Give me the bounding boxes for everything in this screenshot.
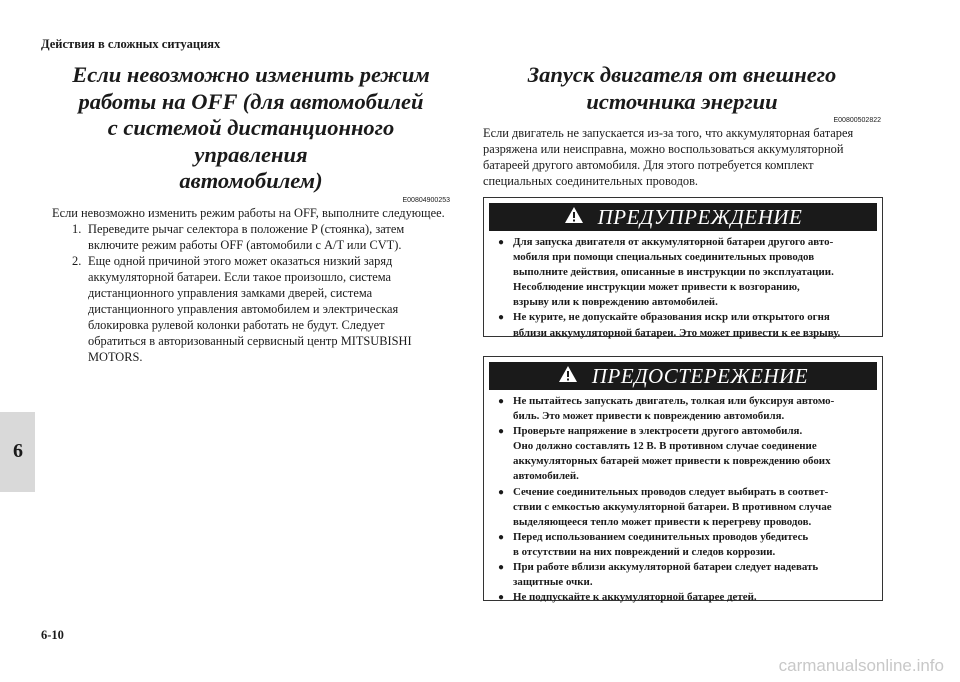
title-line: автомобилем)	[179, 168, 323, 193]
bullet-icon: ●	[498, 592, 505, 604]
item-line: защитные очки.	[513, 576, 593, 589]
item-line: в отсутствии на них повреждений и следов коррозии.	[513, 545, 776, 558]
section-title	[52, 62, 450, 195]
item-line: вблизи аккумуляторной батареи. Это может привести к ее взрыву.	[513, 326, 841, 339]
intro-paragraph	[483, 125, 881, 189]
caution-item	[491, 530, 872, 560]
section-title	[483, 62, 881, 115]
intro-line: специальных соединительных проводов.	[483, 174, 699, 188]
caution-header	[489, 362, 877, 390]
bullet-icon: ●	[498, 531, 505, 543]
item-line: При работе вблизи аккумуляторной батареи следует надевать	[513, 561, 819, 574]
bullet-icon: ●	[498, 237, 505, 248]
warning-heading: ПРЕДУПРЕЖДЕНИЕ	[597, 204, 803, 229]
bullet-icon: ●	[498, 486, 505, 498]
section-remote-control-off	[52, 62, 450, 365]
bullet-icon: ●	[498, 426, 505, 438]
item-line: Перед использованием соединительных проводов убедитесь	[513, 530, 809, 543]
intro-paragraph: Если невозможно изменить режим работы на OFF, выполните следующее.	[52, 205, 445, 220]
item-line: Сечение соединительных проводов следует выбирать в соответ-	[513, 485, 829, 498]
warning-triangle-icon	[564, 206, 584, 229]
chapter-number: 6	[13, 440, 23, 462]
warning-item	[491, 235, 872, 310]
item-line: автомобилей.	[513, 470, 579, 483]
item-line: биль. Это может привести к повреждению автомобиля.	[513, 410, 785, 423]
caution-item	[491, 485, 872, 530]
item-line: выполните действия, описанные в инструкции по эксплуатации.	[513, 266, 834, 279]
step-line: Еще одной причиной этого может оказаться низкий заряд	[88, 253, 393, 268]
item-line: ствии с емкостью аккумуляторной батареи. В противном случае	[513, 500, 832, 513]
warning-items	[484, 231, 882, 341]
section-code: E00800502822	[833, 117, 881, 124]
section-jump-start	[483, 62, 881, 189]
step-line: Переведите рычаг селектора в положение P (стоянка), затем	[88, 221, 405, 236]
intro-line: разряжена или неисправна, можно воспользоваться аккумуляторной	[483, 142, 844, 156]
title-line: работы на OFF (для автомобилей	[78, 88, 424, 114]
caution-item	[491, 590, 872, 605]
warning-header	[489, 203, 877, 231]
caution-item	[491, 394, 872, 424]
item-line: Оно должно составлять 12 В. В противном случае соединение	[513, 440, 817, 453]
page-number: 6-10	[41, 628, 64, 642]
item-line: взрыву или к повреждению автомобилей.	[513, 296, 718, 309]
item-line: аккумуляторных батарей может привести к повреждению обоих	[513, 455, 831, 468]
item-line: мобиля при помощи специальных соединительных проводов	[513, 251, 815, 264]
chapter-tab	[0, 412, 35, 492]
item-line: Не подпускайте к аккумуляторной батарее детей.	[513, 591, 757, 604]
caution-item	[491, 424, 872, 484]
title-line: источника энергии	[586, 88, 778, 114]
step-item	[52, 221, 450, 253]
bullet-icon: ●	[498, 312, 505, 324]
step-line: MOTORS.	[88, 349, 143, 364]
item-line: Не курите, не допускайте образования искр или открытого огня	[513, 311, 830, 324]
step-line: аккумуляторной батареи. Если такое произошло, система	[88, 269, 392, 284]
running-header: Действия в сложных ситуациях	[41, 37, 221, 51]
step-line: включите режим работы OFF (автомобили с A/T или CVT).	[88, 237, 402, 252]
bullet-icon: ●	[498, 562, 505, 574]
step-number: 2.	[72, 253, 82, 268]
caution-item	[491, 560, 872, 590]
item-line: Для запуска двигателя от аккумуляторной батареи другого авто-	[513, 236, 834, 248]
warning-triangle-icon	[558, 365, 578, 388]
caution-box	[483, 356, 883, 604]
warning-box	[483, 197, 883, 337]
title-line: Если невозможно изменить режим	[72, 62, 430, 87]
bullet-icon: ●	[498, 396, 505, 407]
caution-items	[484, 390, 882, 605]
watermark: carmanualsonline.info	[778, 656, 944, 675]
step-item	[52, 253, 450, 365]
section-code: E00804900253	[402, 196, 450, 204]
step-number: 1.	[72, 221, 82, 236]
step-line: дистанционного управления замками дверей, система	[88, 285, 373, 300]
step-line: блокировка рулевой колонки работать не будут. Следует	[88, 317, 385, 332]
item-line: выделяющееся тепло может привести к перегреву проводов.	[513, 515, 812, 528]
intro-line: батареей другого автомобиля. Для этого потребуется комплект	[483, 158, 814, 172]
warning-item	[491, 310, 872, 340]
step-line: дистанционного управления автомобилем и электрическая	[88, 301, 399, 316]
item-line: Проверьте напряжение в электросети другого автомобиля.	[513, 425, 803, 438]
intro-line: Если двигатель не запускается из-за того, что аккумуляторная батарея	[483, 126, 854, 140]
item-line: Не пытайтесь запускать двигатель, толкая или буксируя автомо-	[513, 395, 835, 407]
item-line: Несоблюдение инструкции может привести к возгоранию,	[513, 281, 800, 294]
steps-list	[52, 221, 450, 365]
caution-heading: ПРЕДОСТЕРЕЖЕНИЕ	[591, 363, 809, 388]
title-line: с системой дистанционного управления	[107, 115, 395, 167]
step-line: обратиться в авторизованный сервисный центр MITSUBISHI	[88, 333, 412, 348]
title-line: Запуск двигателя от внешнего	[527, 62, 837, 87]
